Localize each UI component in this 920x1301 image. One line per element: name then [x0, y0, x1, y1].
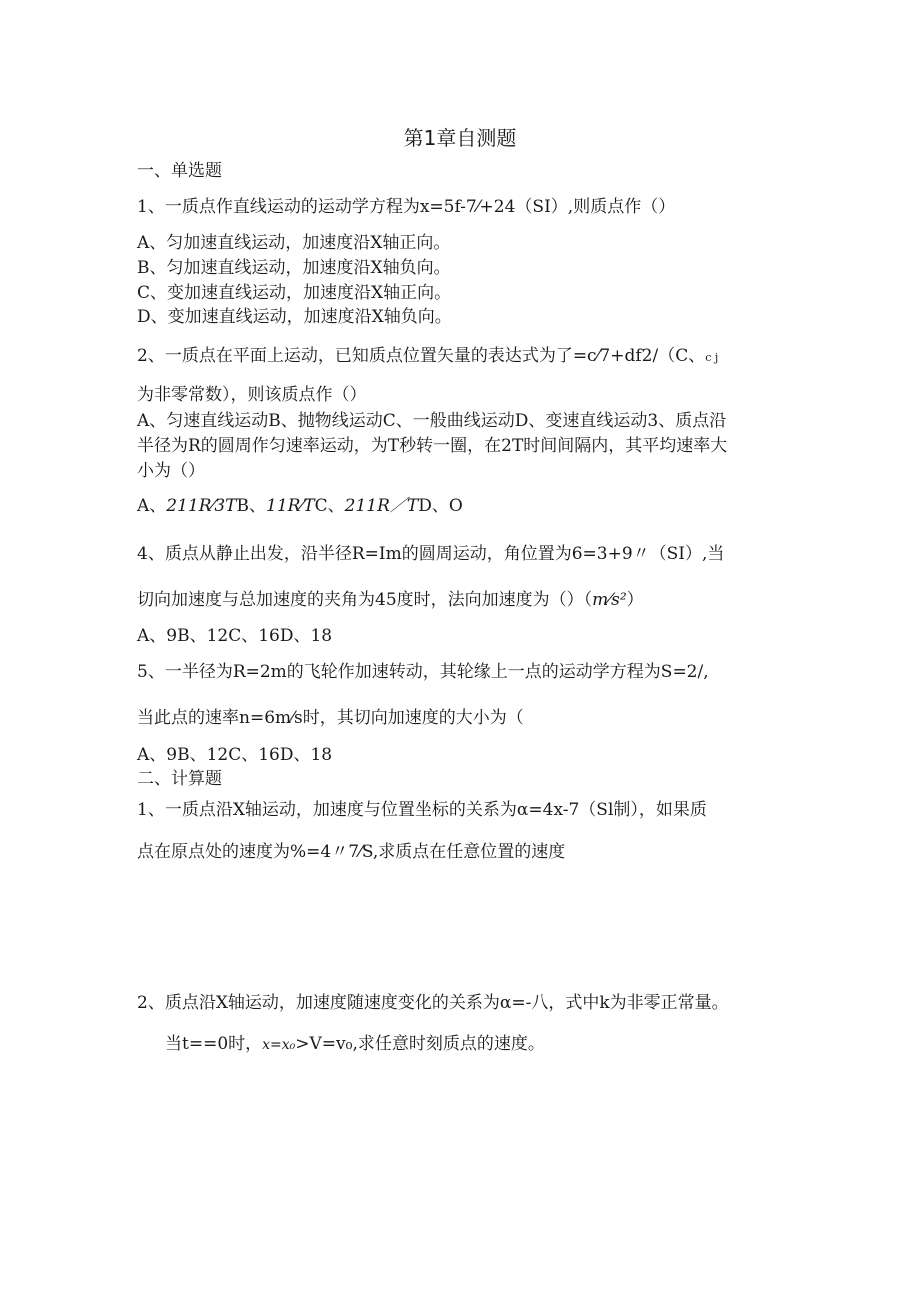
problem-2-line-2-part-c: >V=v₀,求任意时刻质点的速度。 [295, 1034, 545, 1054]
question-1-option-b: B、匀加速直线运动，加速度沿X轴负向。 [137, 258, 451, 278]
question-4-line-1: 4、质点从静止出发，沿半径R=Im的圆周运动，角位置为6=3+9〃（SI）,当 [137, 544, 725, 564]
question-4-unit: m⁄s² [592, 590, 627, 610]
question-3-option-d: D、O [418, 496, 463, 516]
question-5-options: A、9B、12C、16D、18 [137, 745, 333, 765]
question-2-stem-main: 2、一质点在平面上运动，已知质点位置矢量的表达式为了=c⁄7+df2/（C、 [137, 346, 706, 366]
question-3-option-a-prefix: A、 [137, 496, 167, 516]
problem-1-line-1: 1、一质点沿X轴运动，加速度与位置坐标的关系为α=4x-7（Sl制），如果质 [137, 800, 707, 820]
question-2-stem [137, 345, 718, 369]
question-3-line-1: 半径为R的圆周作匀速率运动，为T秒转一圈，在2T时间间隔内，其平均速率大 [137, 436, 728, 456]
question-4-line-2-end: ） [626, 590, 644, 610]
problem-2-line-1: 2、质点沿X轴运动，加速度随速度变化的关系为α=-八，式中k为非零正常量。 [137, 993, 729, 1013]
problem-2-line-2 [165, 1033, 545, 1056]
problem-2-line-2-part-a: 当t==0时， [165, 1034, 263, 1054]
question-5-line-1: 5、一半径为R=2m的飞轮作加速转动，其轮缘上一点的运动学方程为S=2/, [137, 662, 709, 682]
question-1-option-d: D、变加速直线运动，加速度沿X轴负向。 [137, 307, 452, 327]
section-heading-calculation: 二、计算题 [137, 769, 222, 789]
question-1-option-a: A、匀加速直线运动，加速度沿X轴正向。 [137, 233, 451, 253]
question-3-option-c-value: 211R／T [344, 496, 419, 516]
question-4-line-2 [137, 589, 644, 611]
problem-1-line-2: 点在原点处的速度为%=4〃7⁄S,求质点在任意位置的速度 [137, 842, 566, 862]
question-1-option-c: C、变加速直线运动，加速度沿X轴正向。 [137, 283, 452, 303]
question-1-stem: 1、一质点作直线运动的运动学方程为x=5f-7⁄+24（SI）,则质点作（） [137, 197, 676, 217]
section-heading-single-choice: 一、单选题 [137, 161, 222, 181]
question-3-option-a-value: 211R⁄3T [166, 496, 237, 516]
question-3-options [137, 495, 463, 517]
question-3-option-b-value: 11R⁄T [266, 496, 315, 516]
question-4-options: A、9B、12C、16D、18 [137, 626, 333, 646]
question-4-line-2-main: 切向加速度与总加速度的夹角为45度时，法向加速度为（）（ [137, 590, 593, 610]
question-5-line-2: 当此点的速率n=6m⁄s时，其切向加速度的大小为（ [137, 708, 524, 728]
question-2-stem-continued: 为非零常数），则该质点作（） [137, 385, 367, 405]
question-3-line-2: 小为（） [137, 461, 205, 481]
question-2-options: A、匀速直线运动B、抛物线运动C、一般曲线运动D、变速直线运动3、质点沿 [137, 411, 727, 431]
problem-2-initial-position: x=x₀ [262, 1037, 296, 1053]
question-3-option-b-prefix: B、 [236, 496, 267, 516]
question-3-option-c-prefix: C、 [314, 496, 345, 516]
question-2-stem-small: c j [705, 351, 719, 364]
page-title: 第1章自测题 [403, 126, 517, 150]
